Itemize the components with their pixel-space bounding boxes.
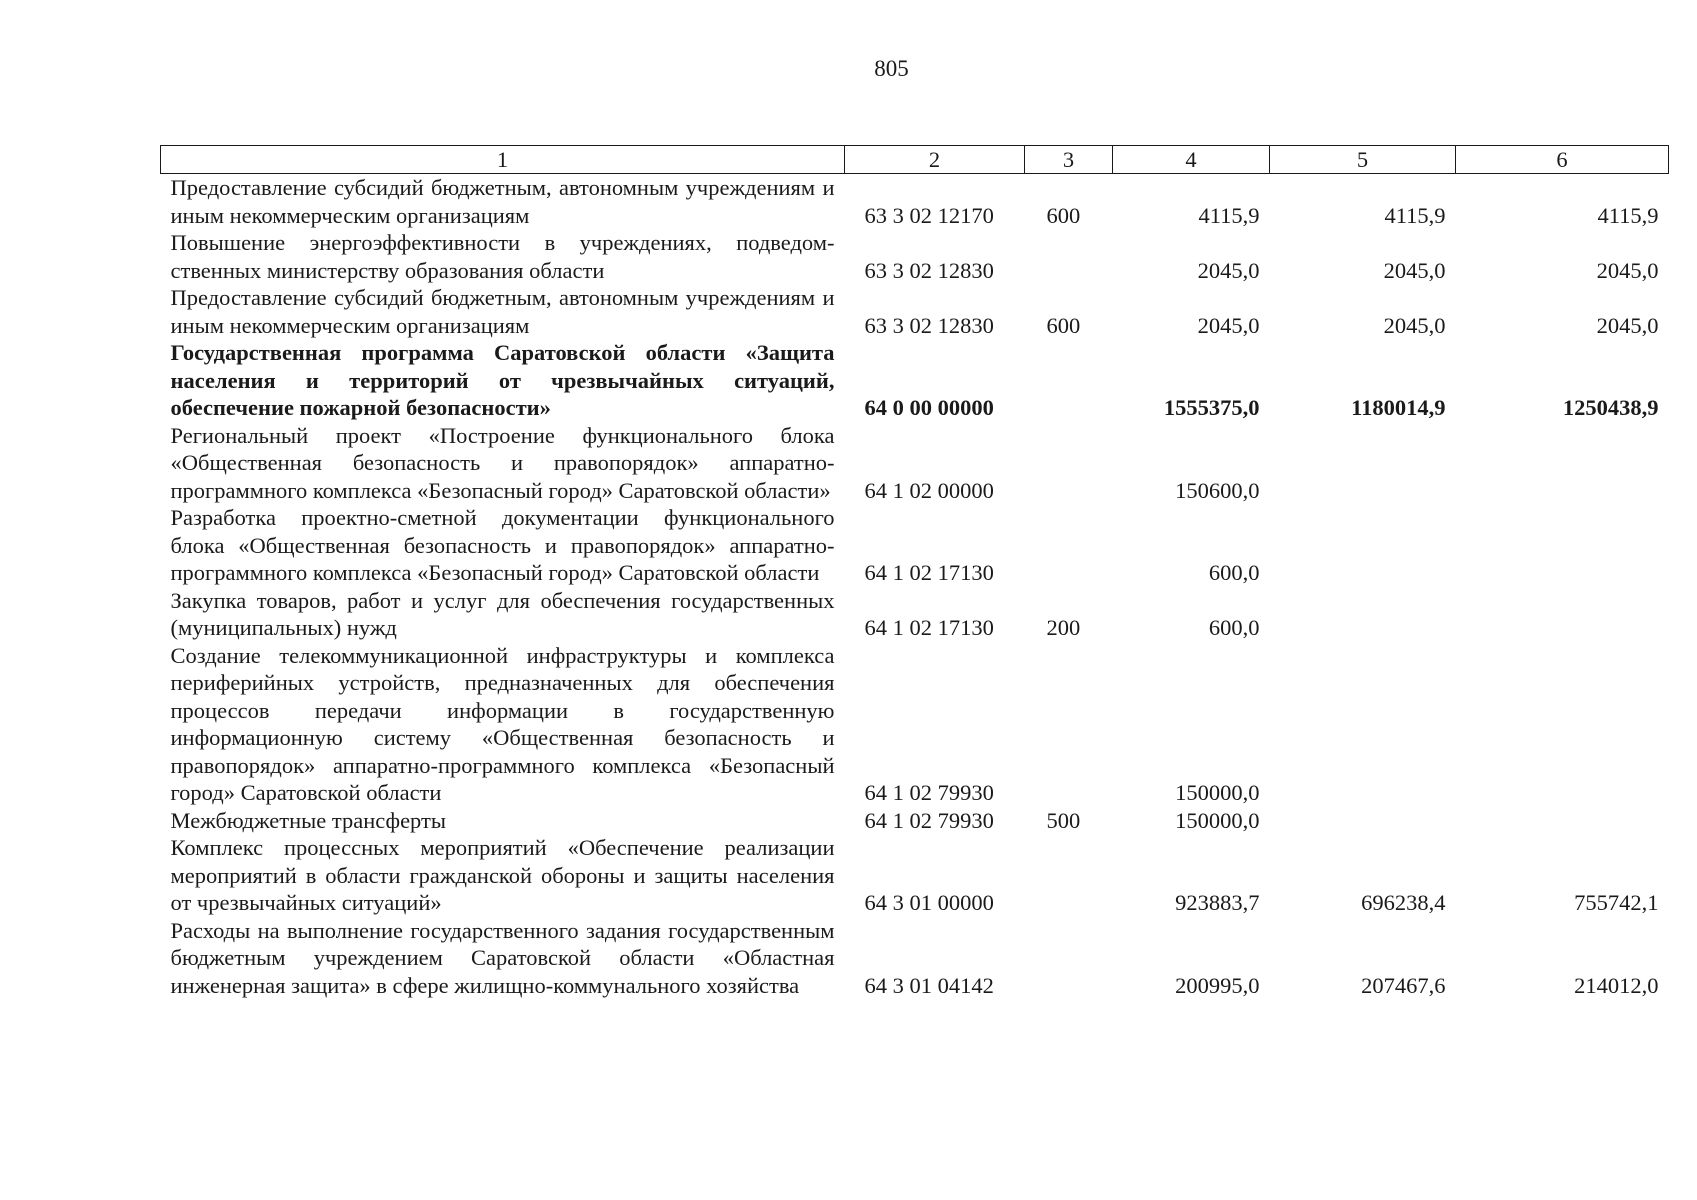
table-row [161, 174, 1669, 230]
row-code: 64 0 00 00000 [864, 395, 994, 420]
row-value-4: 2045,0 [1197, 257, 1260, 283]
row-code: 64 1 02 17130 [864, 560, 994, 585]
row-name: Закупка товаров, работ и услуг для обеспечения государственных (муниципальных) нужд [170, 587, 835, 640]
row-value-5: 4115,9 [1384, 202, 1446, 228]
row-expense-type [1025, 834, 1113, 917]
row-code: 64 1 02 79930 [864, 780, 994, 805]
row-expense-type [1025, 422, 1113, 505]
row-name: Государственная программа Саратовской области «Защита населения и территорий от чрезвычайных ситуаций, обеспечение пожарной безопасности» [170, 340, 835, 420]
row-value-6: 1250438,9 [1562, 395, 1659, 420]
row-expense-type: 500 [1046, 807, 1081, 833]
row-code: 63 3 02 12830 [864, 312, 994, 338]
row-value-4: 1555375,0 [1163, 395, 1260, 420]
row-code: 64 1 02 17130 [864, 615, 994, 640]
row-value-5 [1270, 504, 1456, 587]
row-code: 64 3 01 00000 [864, 890, 994, 915]
row-value-5 [1270, 587, 1456, 642]
row-value-6: 755742,1 [1574, 890, 1659, 915]
row-name: Региональный проект «Построение функционального блока «Общественная безопасность и правопорядок» аппаратно-программного комплекса «Безопасный город» Саратовской области» [170, 422, 835, 503]
row-expense-type [1025, 917, 1113, 1000]
table-row [161, 229, 1669, 284]
row-expense-type [1025, 229, 1113, 284]
row-code: 63 3 02 12170 [864, 202, 994, 228]
row-value-4: 2045,0 [1197, 312, 1260, 338]
row-name: Комплекс процессных мероприятий «Обеспечение реализации мероприятий в области гражданской обороны и защиты населения от чрезвычайных ситуаций» [170, 835, 835, 915]
column-header-1: 1 [161, 146, 845, 174]
row-code: 64 1 02 79930 [864, 807, 994, 833]
row-value-5: 207467,6 [1361, 972, 1446, 998]
row-value-6: 4115,9 [1597, 202, 1659, 228]
table-row [161, 284, 1669, 339]
table-body [161, 174, 1669, 1000]
row-code: 63 3 02 12830 [864, 257, 994, 283]
row-expense-type: 200 [1046, 615, 1081, 640]
row-value-5: 696238,4 [1361, 890, 1446, 915]
row-name: Расходы на выполнение государственного задания государственным бюджетным учреждением Саратовской области «Областная инженерная защита» в сфере жилищно-коммунального хозяйства [170, 917, 835, 998]
row-value-4: 4115,9 [1198, 202, 1260, 228]
row-expense-type [1025, 504, 1113, 587]
row-value-6: 214012,0 [1574, 972, 1659, 998]
row-value-6: 2045,0 [1596, 312, 1659, 338]
row-value-6 [1456, 642, 1669, 807]
row-expense-type: 600 [1046, 202, 1081, 228]
row-value-4: 600,0 [1208, 615, 1260, 640]
row-value-6 [1456, 807, 1669, 835]
table-row [161, 422, 1669, 505]
row-value-5 [1270, 642, 1456, 807]
row-expense-type: 600 [1046, 312, 1081, 338]
row-value-6 [1456, 587, 1669, 642]
table-row [161, 587, 1669, 642]
budget-table [160, 145, 1669, 999]
row-code: 64 1 02 00000 [864, 477, 994, 503]
table-row [161, 917, 1669, 1000]
header-row [161, 146, 1669, 174]
column-header-3: 3 [1025, 146, 1113, 174]
row-name: Разработка проектно-сметной документации функционального блока «Общественная безопасность и правопорядок» аппаратно-программного комплекса «Безопасный город» Саратовской области [170, 505, 835, 585]
table-row [161, 504, 1669, 587]
row-value-4: 600,0 [1208, 560, 1260, 585]
column-header-6: 6 [1456, 146, 1669, 174]
row-value-5: 1180014,9 [1351, 395, 1446, 420]
row-value-5: 2045,0 [1383, 312, 1446, 338]
row-value-4: 923883,7 [1175, 890, 1260, 915]
row-value-5 [1270, 807, 1456, 835]
table-header [161, 146, 1669, 174]
row-value-6 [1456, 422, 1669, 505]
row-value-4: 150000,0 [1175, 780, 1260, 805]
row-value-6: 2045,0 [1596, 257, 1659, 283]
row-value-4: 150600,0 [1175, 477, 1260, 503]
table-row [161, 834, 1669, 917]
row-value-5: 2045,0 [1383, 257, 1446, 283]
table-row [161, 642, 1669, 807]
row-name: Создание телекоммуникационной инфраструктуры и комплекса периферийных устройств, предназначенных для обеспечения процессов передачи информации в государственную информационную систему «Общественная безопасность и правопорядок» аппаратно-программного комплекса «Безопасный город» Саратовской области [170, 642, 835, 805]
table-row [161, 807, 1669, 835]
row-value-6 [1456, 504, 1669, 587]
row-expense-type [1025, 339, 1113, 422]
row-value-5 [1270, 422, 1456, 505]
row-value-4: 150000,0 [1175, 807, 1260, 833]
row-value-4: 200995,0 [1175, 972, 1260, 998]
row-name: Межбюджетные трансферты [170, 807, 446, 833]
column-header-4: 4 [1113, 146, 1270, 174]
row-name: Повышение энергоэффективности в учреждениях, подведомственных министерству образования области [170, 230, 835, 283]
row-name: Предоставление субсидий бюджетным, автономным учреждениям и иным некоммерческим организациям [170, 175, 835, 228]
column-header-2: 2 [845, 146, 1025, 174]
row-expense-type [1025, 642, 1113, 807]
page-number: 805 [874, 56, 909, 81]
table-row [161, 339, 1669, 422]
column-header-5: 5 [1270, 146, 1456, 174]
row-code: 64 3 01 04142 [864, 972, 994, 998]
row-name: Предоставление субсидий бюджетным, автономным учреждениям и иным некоммерческим организациям [170, 285, 835, 338]
